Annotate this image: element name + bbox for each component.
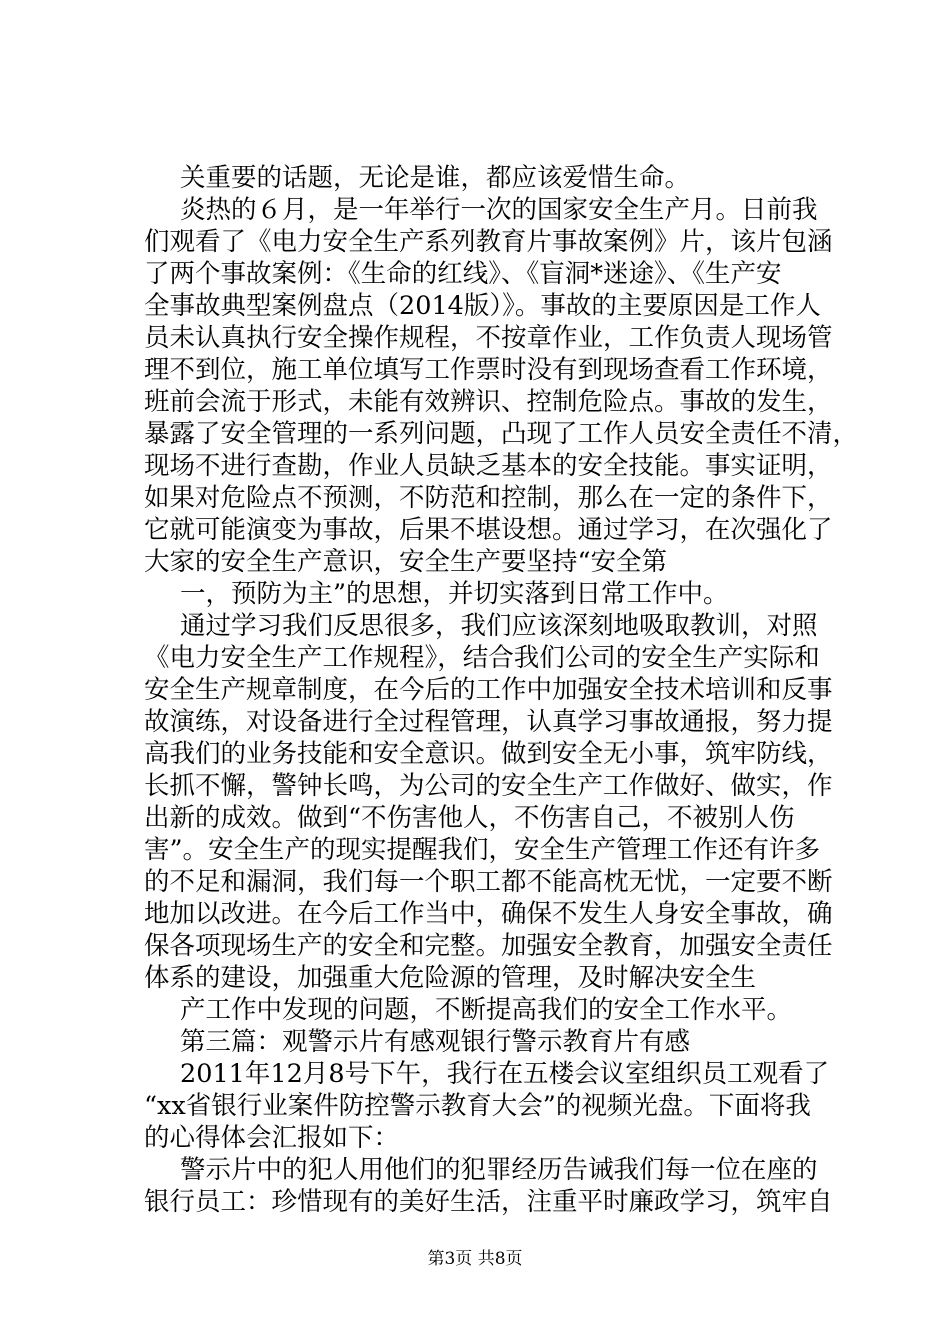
text-line: 警示片中的犯人用他们的犯罪经历告诫我们每一位在座的 — [180, 1155, 818, 1185]
text-line: 第三篇：观警示片有感观银行警示教育片有感 — [180, 1027, 691, 1057]
text-line: 关重要的话题，无论是谁，都应该爱惜生命。 — [180, 163, 691, 193]
text-line: 现场不进行查勘，作业人员缺乏基本的安全技能。事实证明， — [144, 451, 833, 481]
text-line: 一，预防为主”的思想，并切实落到日常工作中。 — [180, 579, 729, 609]
page-footer: 第3页 共8页 — [427, 1249, 523, 1269]
text-line: 长抓不懈，警钟长鸣，为公司的安全生产工作做好、做实，作 — [144, 771, 833, 801]
text-line: 了两个事故案例：《生命的红线》、《盲洞*迷途》、《生产安 — [144, 259, 782, 289]
text-line: “xx省银行业案件防控警示教育大会”的视频光盘。下面将我 — [144, 1091, 811, 1121]
text-line: 们观看了《电力安全生产系列教育片事故案例》片，该片包涵 — [144, 227, 833, 257]
text-line: 《电力安全生产工作规程》，结合我们公司的安全生产实际和 — [144, 643, 820, 673]
text-line: 大家的安全生产意识，安全生产要坚持“安全第 — [144, 547, 668, 577]
text-line: 全事故典型案例盘点（2014版）》。事故的主要原因是工作人 — [144, 291, 821, 321]
text-line: 班前会流于形式，未能有效辨识、控制危险点。事故的发生， — [144, 387, 833, 417]
text-line: 它就可能演变为事故，后果不堪设想。通过学习，在次强化了 — [144, 515, 833, 545]
text-line: 2011年12月8号下午，我行在五楼会议室组织员工观看了 — [180, 1059, 830, 1089]
text-line: 故演练，对设备进行全过程管理，认真学习事故通报，努力提 — [144, 707, 833, 737]
text-line: 炎热的６月，是一年举行一次的国家安全生产月。日前我 — [180, 195, 818, 225]
text-line: 通过学习我们反思很多，我们应该深刻地吸取教训，对照 — [180, 611, 818, 641]
text-line: 员未认真执行安全操作规程，不按章作业，工作负责人现场管 — [144, 323, 833, 353]
text-line: 害”。安全生产的现实提醒我们，安全生产管理工作还有许多 — [144, 835, 821, 865]
text-line: 银行员工：珍惜现有的美好生活，注重平时廉政学习，筑牢自 — [144, 1187, 833, 1217]
text-line: 的不足和漏洞，我们每一个职工都不能高枕无忧，一定要不断 — [144, 867, 833, 897]
text-line: 暴露了安全管理的一系列问题，凸现了工作人员安全责任不清， — [144, 419, 859, 449]
text-line: 理不到位，施工单位填写工作票时没有到现场查看工作环境， — [144, 355, 833, 385]
text-line: 保各项现场生产的安全和完整。加强安全教育，加强安全责任 — [144, 931, 833, 961]
text-line: 出新的成效。做到“不伤害他人，不伤害自己，不被别人伤 — [144, 803, 795, 833]
body-text — [144, 162, 859, 1218]
text-line: 高我们的业务技能和安全意识。做到安全无小事，筑牢防线， — [144, 739, 833, 769]
text-line: 产工作中发现的问题，不断提高我们的安全工作水平。 — [180, 995, 793, 1025]
text-line: 的心得体会汇报如下： — [144, 1123, 400, 1153]
text-line: 如果对危险点不预测，不防范和控制，那么在一定的条件下， — [144, 483, 833, 513]
text-line: 地加以改进。在今后工作当中，确保不发生人身安全事故，确 — [144, 899, 833, 929]
text-line: 体系的建设，加强重大危险源的管理，及时解决安全生 — [144, 963, 757, 993]
text-line: 安全生产规章制度，在今后的工作中加强安全技术培训和反事 — [144, 675, 833, 705]
